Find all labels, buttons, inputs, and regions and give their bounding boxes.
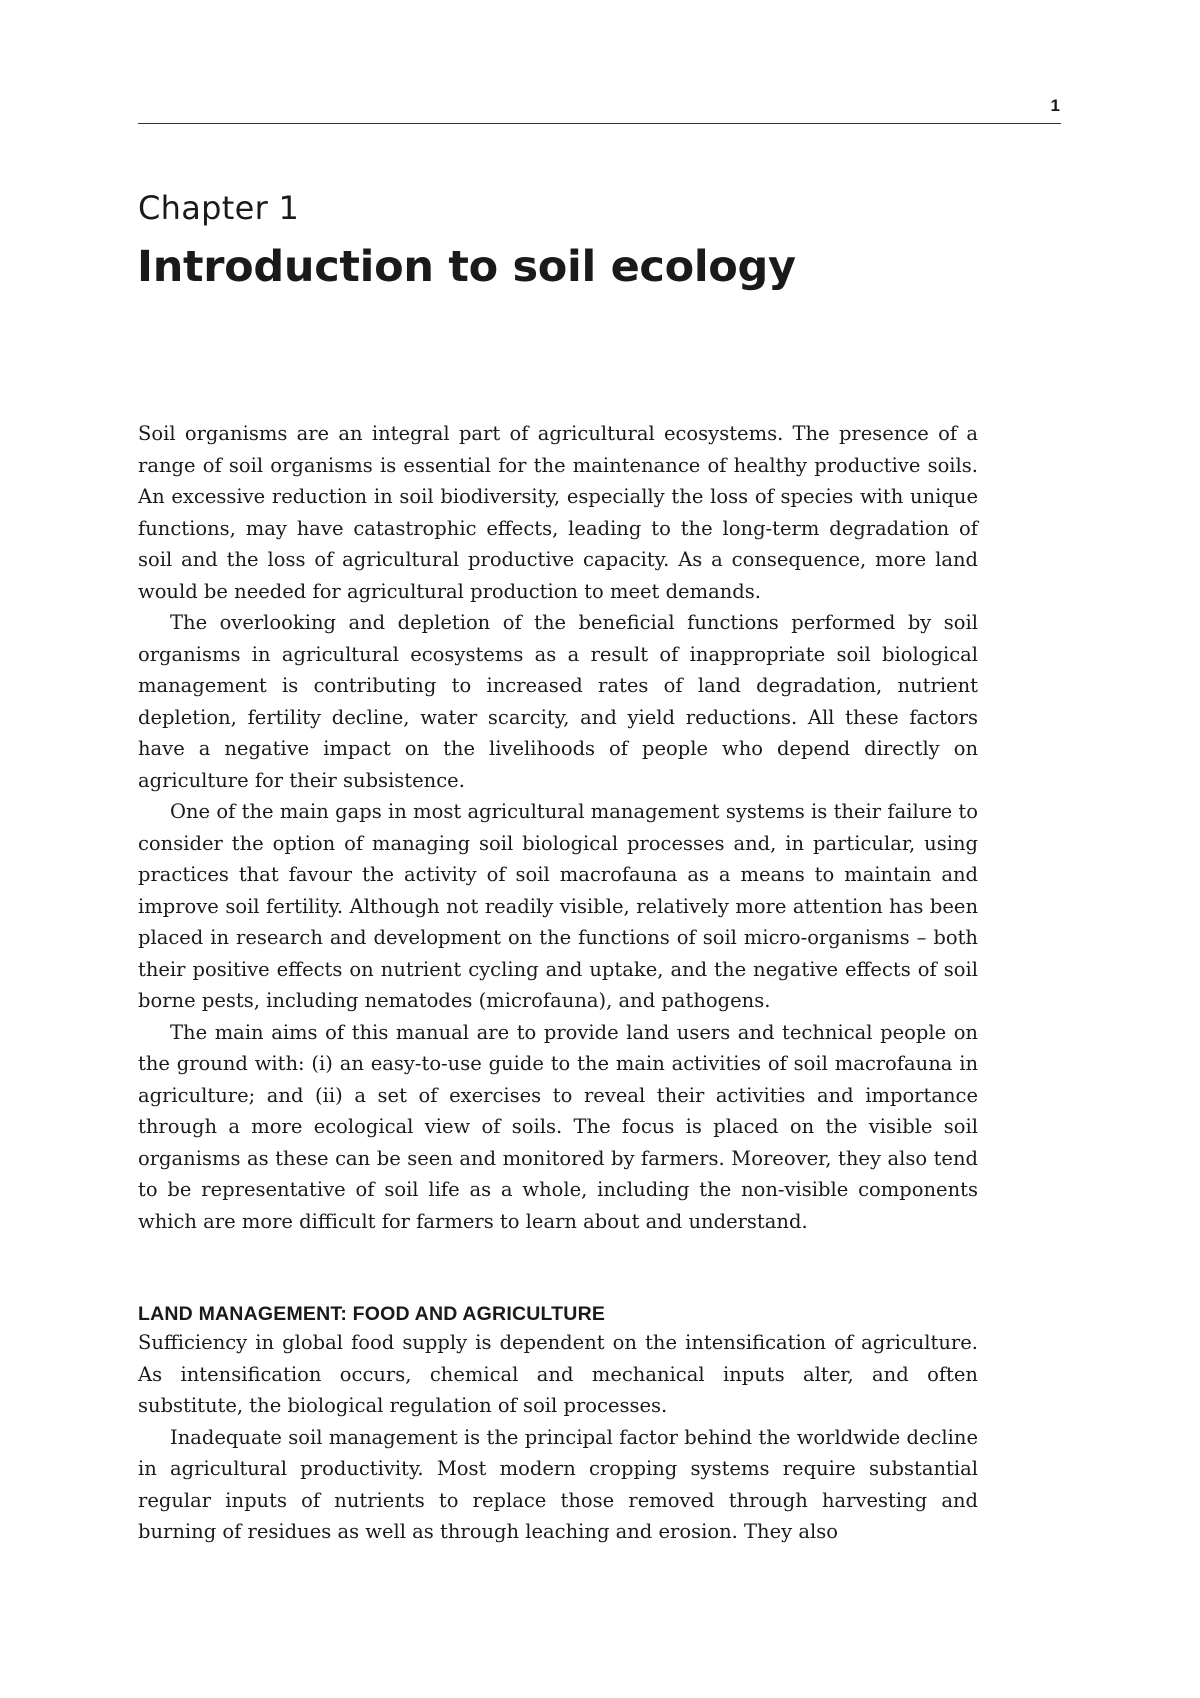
- land-management-section: [138, 1327, 978, 1548]
- body-paragraph: Soil organisms are an integral part of agricultural ecosystems. The presence of a range of soil organisms is essential for the maintenance of healthy productive soils. An excessive reduction in soil biodiversity, especially the loss of species with unique functions, may have catastrophic effects, leading to the long-term degradation of soil and the loss of agricultural productive capacity. As a consequence, more land would be needed for agricultural production to meet demands.: [138, 422, 978, 603]
- section-heading: LAND MANAGEMENT: FOOD AND AGRICULTURE: [138, 1303, 606, 1325]
- body-paragraph: One of the main gaps in most agricultural management systems is their failure to consider the option of managing soil biological processes and, in particular, using practices that favour the activity of soil macrofauna as a means to maintain and improve soil fertility. Although not readily visible, relatively more attention has been placed in research and development on the functions of soil micro-organisms – both their positive effects on nutrient cycling and uptake, and the negative effects of soil borne pests, including nematodes (microfauna), and pathogens.: [138, 800, 978, 1012]
- body-paragraph: The overlooking and depletion of the beneficial functions performed by soil organisms in agricultural ecosystems as a result of inappropriate soil biological management is contributing to increased rates of land degradation, nutrient depletion, fertility decline, water scarcity, and yield reductions. All these factors have a negative impact on the livelihoods of people who depend directly on agriculture for their subsistence.: [138, 611, 978, 792]
- body-paragraph: The main aims of this manual are to provide land users and technical people on the ground with: (i) an easy-to-use guide to the main activities of soil macrofauna in agriculture; and (ii) a set of exercises to reveal their activities and importance through a more ecological view of soils. The focus is placed on the visible soil organisms as these can be seen and monitored by farmers. Moreover, they also tend to be representative of soil life as a whole, including the non-visible components which are more difficult for farmers to learn about and understand.: [138, 1020, 978, 1233]
- header-rule: [138, 123, 1061, 124]
- chapter-title: Introduction to soil ecology: [137, 242, 796, 292]
- body-paragraph: Inadequate soil management is the principal factor behind the worldwide decline in agricultural productivity. Most modern cropping systems require substantial regular inputs of nutrients to replace those removed through harvesting and burning of residues as well as through leaching and erosion. They also: [138, 1425, 978, 1543]
- body-paragraph: Sufficiency in global food supply is dependent on the intensification of agriculture. As intensification occurs, chemical and mechanical inputs alter, and often substitute, the biological regulation of soil processes.: [138, 1331, 978, 1417]
- intro-section: [138, 418, 978, 1237]
- page-number: 1: [1050, 96, 1060, 115]
- chapter-label: Chapter 1: [138, 189, 300, 227]
